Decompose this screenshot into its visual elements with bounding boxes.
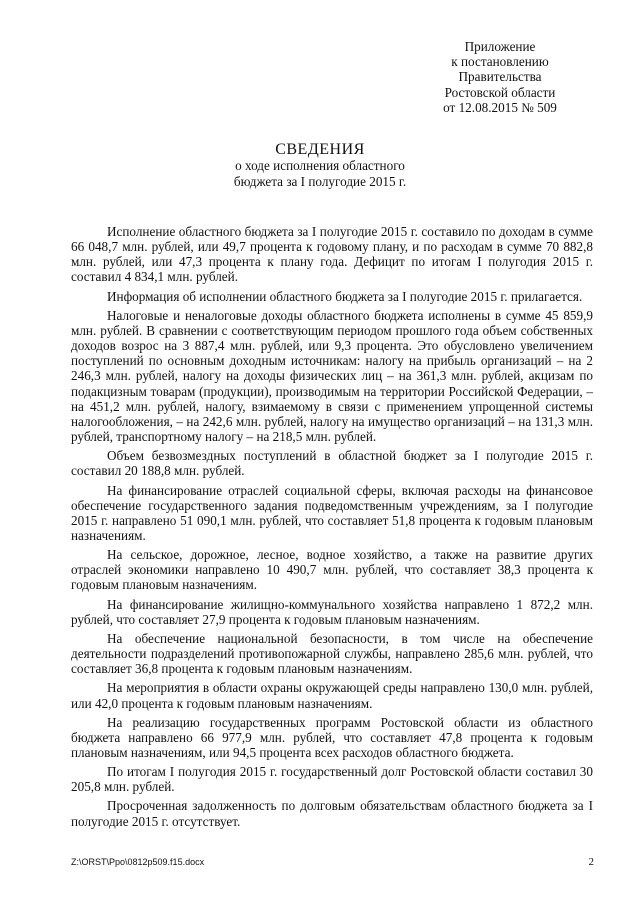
document-title: СВЕДЕНИЯ — [275, 141, 365, 158]
paragraph: На мероприятия в области охраны окружающей среды направлено 130,0 млн. рублей, или 42,0 процента к годовым плановым назначениям. — [71, 680, 593, 711]
footer-file-path: Z:\ORST\Ppo\0812p509.f15.docx — [71, 857, 205, 867]
attachment-block — [400, 39, 600, 115]
attachment-line: Приложение — [464, 39, 536, 54]
paragraph: На обеспечение национальной безопасности, в том числе на обеспечение деятельности подразделений противопожарной службы, направлено 285,6 млн. рублей, что составляет 36,8 процента к годовым плановым назначениям. — [71, 630, 593, 677]
attachment-line: Ростовской области — [444, 84, 556, 100]
attachment-line: к постановлению — [451, 54, 549, 70]
attachment-line: Правительства — [458, 69, 542, 85]
paragraph: На реализацию государственных программ Ростовской области из областного бюджета направлено 66 977,9 млн. рублей, что составляет 47,8 процента к годовым плановым назначениям, или 94,5 процента всех расходов областного бюджета. — [71, 714, 593, 760]
document-body — [71, 224, 593, 833]
paragraph: Исполнение областного бюджета за I полугодие 2015 г. составило по доходам в сумме 66 048,7 млн. рублей, или 49,7 процента к годовому плану, и по расходам в сумме 70 882,8 млн. рублей, или 47,3 процента к плану года. Дефицит по итогам I полугодия 2015 г. составил 4 834,1 млн. рублей. — [71, 224, 593, 285]
page-number: 2 — [588, 856, 594, 868]
document-subtitle — [0, 158, 640, 189]
paragraph: Объем безвозмездных поступлений в областной бюджет за I полугодие 2015 г. составил 20 188,8 млн. рублей. — [71, 448, 593, 479]
paragraph: Информация об исполнении областного бюджета за I полугодие 2015 г. прилагается. — [107, 288, 583, 304]
paragraph: На сельское, дорожное, лесное, водное хозяйство, а также на развитие других отраслей экономики направлено 10 490,7 млн. рублей, что составляет 38,3 процента к годовым плановым назначениям. — [71, 547, 593, 593]
subtitle-line: бюджета за I полугодие 2015 г. — [233, 173, 407, 189]
paragraph: Просроченная задолженность по долговым обязательствам областного бюджета за I полугодие 2015 г. отсутствует. — [71, 798, 593, 829]
paragraph: По итогам I полугодия 2015 г. государственный долг Ростовской области составил 30 205,8 млн. рублей. — [71, 764, 593, 795]
paragraph: На финансирование жилищно-коммунального хозяйства направлено 1 872,2 млн. рублей, что составляет 27,9 процента к годовым плановым назначениям. — [71, 596, 593, 627]
subtitle-line: о ходе исполнения областного — [235, 158, 405, 173]
attachment-line: от 12.08.2015 № 509 — [443, 99, 557, 115]
paragraph: На финансирование отраслей социальной сферы, включая расходы на финансовое обеспечение государственного задания подведомственным учреждениям, за I полугодие 2015 г. направлено 51 090,1 млн. рублей, что составляет 51,8 процента к годовым плановым назначениям. — [71, 482, 593, 543]
paragraph: Налоговые и неналоговые доходы областного бюджета исполнены в сумме 45 859,9 млн. рублей. В сравнении с соответствующим периодом прошлого года объем собственных доходов возрос на 3 887,4 млн. рублей, или 9,3 процента. Это обусловлено увеличением поступлений по основным доходным источникам: налогу на прибыль организаций – на 2 246,3 млн. рублей, налогу на доходы физических лиц – на 361,3 млн. рублей, акцизам по подакцизным товарам (продукции), производимым на территории Российской Федерации, – на 451,2 млн. рублей, налогу, взимаемому в связи с применением упрощенной системы налогообложения, – на 242,6 млн. рублей, налогу на имущество организаций – на 131,3 млн. рублей, транспортному налогу – на 218,5 млн. рублей. — [71, 307, 593, 445]
